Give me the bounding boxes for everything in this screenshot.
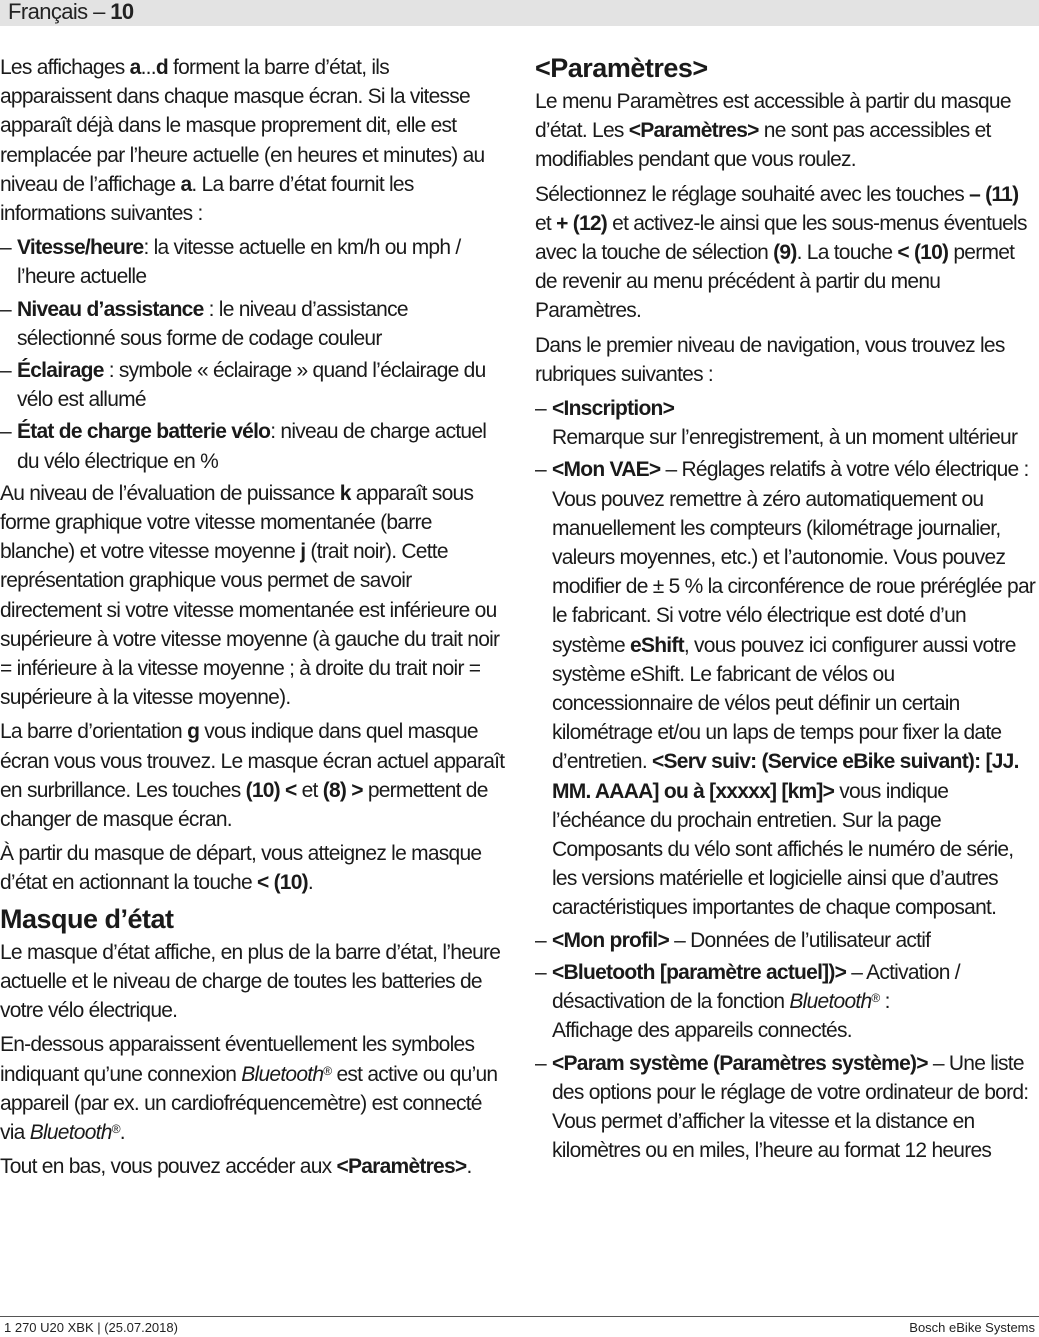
settings-intro-paragraph: Le menu Paramètres est accessible à partir du masque d’état. Les <Paramètres> ne sont pas accessibles et modifiables pendant que vous roulez. [535, 90, 1011, 172]
start-screen-paragraph: À partir du masque de départ, vous atteignez le masque d’état en actionnant la touche < (10). [0, 842, 482, 895]
settings-access-paragraph: Tout en bas, vous pouvez accéder aux <Paramètres>. [0, 1155, 472, 1179]
section-heading-settings: <Paramètres> [535, 53, 708, 83]
list-item: – <Param système (Paramètres système)> – Une liste des options pour le réglage de votre ordinateur de bord: Vous permet d’afficher la vitesse et la distance en kilomètres ou en miles, l’heure au format 12 heures [535, 1051, 1029, 1163]
status-bar-intro-paragraph: Les affichages a...d forment la barre d’état, ils apparaissent dans chaque masque écran. Si la vitesse apparaît déjà dans le masque proprement dit, elle est remplacée par l’heure actuelle (en heures et minutes) au niveau de l’affichage a. La barre d’état fournit les informations suivantes : [0, 56, 485, 226]
list-item: – <Mon VAE> – Réglages relatifs à votre vélo électrique : Vous pouvez remettre à zéro automatiquement ou manuellement les compteurs (kilométrage journalier, valeurs moyennes, etc.) et l’autonomie. Vous pouvez modifier de ± 5 % la circonférence de roue préréglée par le fabricant. Si votre vélo électrique est doté d’un système eShift, vous pouvez ici configurer aussi votre système eShift. Le fabricant de vélos ou concessionnaire de vélos peut définir un certain kilométrage et/ou un laps de temps pour fixer la date d’entretien. <Serv suiv: (Service eBike suivant): [JJ. MM. AAAA] ou à [xxxxx] [km]> vous indique l’échéance du prochain entretien. Sur la page Composants du vélo sont affichés le numéro de série, les versions matérielle et logicielle ainsi que d’autres caractéristiques importantes de chaque composant. [535, 458, 1036, 920]
list-item: – Vitesse/heure: la vitesse actuelle en km/h ou mph / l’heure actuelle [0, 236, 461, 289]
list-item: – État de charge batterie vélo: niveau de charge actuel du vélo électrique en % [0, 420, 487, 473]
header-language: Français [8, 0, 88, 24]
list-item: – <Inscription> Remarque sur l’enregistrement, à un moment ultérieur [535, 397, 1018, 450]
left-column [0, 53, 505, 1186]
settings-topics-list [535, 394, 1037, 1165]
list-item: – Niveau d’assistance : le niveau d’assistance sélectionné sous forme de codage couleur [0, 297, 408, 350]
list-item: – Éclairage : symbole « éclairage » quand l’éclairage du vélo est allumé [0, 359, 486, 412]
footer-doc-id: 1 270 U20 XBK | (25.07.2018) [4, 1320, 178, 1335]
bluetooth-symbols-paragraph: En-dessous apparaissent éventuellement les symboles indiquant qu’une connexion Bluetooth® est active ou qu’un appareil (par ex. un cardiofréquencemètre) est connecté via Bluetooth®. [0, 1033, 498, 1144]
section-heading-status-screen: Masque d’état [0, 903, 174, 934]
settings-navigation-paragraph: Sélectionnez le réglage souhaité avec les touches – (11) et + (12) et activez-le ainsi que les sous-menus éventuels avec la touche de sélection (9). La touche < (10) permet de revenir au menu précédent à partir du menu Paramètres. [535, 182, 1027, 323]
list-item: – <Mon profil> – Données de l’utilisateur actif [535, 928, 931, 952]
header-text [8, 0, 134, 24]
orientation-bar-paragraph: La barre d’orientation g vous indique dans quel masque écran vous vous trouvez. Le masque écran actuel apparaît en surbrillance. Les touches (10) < et (8) > permettent de changer de masque écran. [0, 720, 505, 832]
settings-topics-paragraph: Dans le premier niveau de navigation, vous trouvez les rubriques suivantes : [535, 333, 1005, 386]
status-bar-list [0, 233, 505, 476]
header-separator: – [87, 0, 111, 24]
page-header [0, 0, 1039, 26]
right-column [535, 53, 1037, 1168]
footer-divider [0, 1316, 1039, 1317]
footer-brand: Bosch eBike Systems [909, 1320, 1035, 1335]
status-screen-paragraph: Le masque d’état affiche, en plus de la barre d’état, l’heure actuelle et le niveau de charge de toutes les batteries de votre vélo électrique. [0, 940, 501, 1023]
page-number: 10 [110, 0, 134, 24]
list-item: – <Bluetooth [paramètre actuel])> – Activation / désactivation de la fonction Bluetooth® : Affichage des appareils connectés. [535, 960, 960, 1043]
power-evaluation-paragraph: Au niveau de l’évaluation de puissance k apparaît sous forme graphique votre vitesse momentanée (barre blanche) et votre vitesse moyenne j (trait noir). Cette représentation graphique vous permet de savoir directement si votre vitesse momentanée est inférieure ou supérieure à votre vitesse moyenne (à gauche du trait noir = inférieure à la vitesse moyenne ; à droite du trait noir = supérieure à la vitesse moyenne). [0, 481, 500, 710]
